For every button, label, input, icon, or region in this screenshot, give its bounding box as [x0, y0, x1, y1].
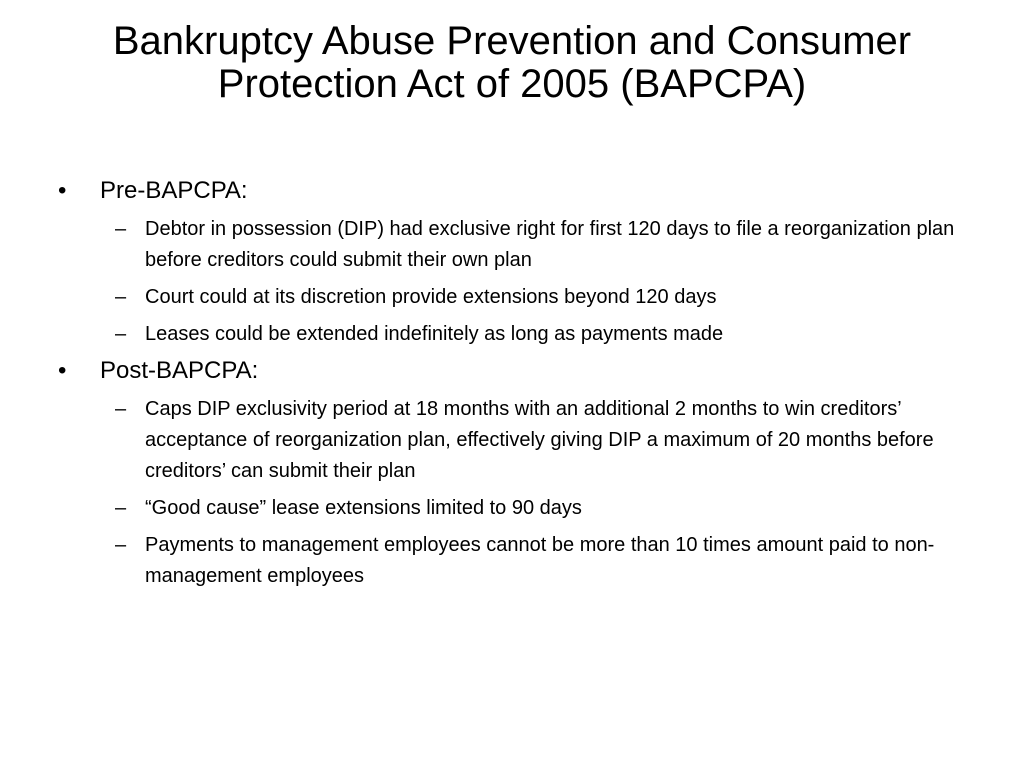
list-item-text: “Good cause” lease extensions limited to 90 days	[145, 497, 582, 519]
list-item	[58, 319, 978, 350]
dash-icon: –	[115, 534, 127, 556]
list-item	[58, 214, 978, 276]
list-item	[58, 394, 978, 487]
list-item	[58, 493, 978, 524]
list-item	[58, 530, 978, 592]
section-heading-post-bapcpa	[58, 356, 978, 386]
list-item-text: Court could at its discretion provide extensions beyond 120 days	[145, 286, 717, 308]
slide-title: Bankruptcy Abuse Prevention and Consumer Protection Act of 2005 (BAPCPA)	[112, 19, 912, 106]
list-item-text: Debtor in possession (DIP) had exclusive right for first 120 days to file a reorganization plan before creditors could submit their own plan	[145, 218, 955, 271]
dash-icon: –	[115, 218, 127, 240]
list-item-text: Leases could be extended indefinitely as long as payments made	[145, 323, 724, 345]
slide-body	[58, 176, 978, 598]
section-heading-text: Post-BAPCPA:	[100, 357, 259, 384]
section-heading-text: Pre-BAPCPA:	[100, 177, 248, 204]
dash-icon: –	[115, 398, 127, 420]
dash-icon: –	[115, 497, 127, 519]
list-item-text: Payments to management employees cannot be more than 10 times amount paid to non-management employees	[145, 534, 935, 587]
dash-icon: –	[115, 286, 127, 308]
dash-icon: –	[115, 323, 127, 345]
post-bapcpa-list	[58, 394, 978, 592]
bullet-icon: •	[58, 357, 67, 384]
section-heading-pre-bapcpa	[58, 176, 978, 206]
list-item-text: Caps DIP exclusivity period at 18 months with an additional 2 months to win creditors’ acceptance of reorganization plan, effectively giving DIP a maximum of 20 months before creditors’ can submit their plan	[145, 398, 934, 482]
bullet-icon: •	[58, 177, 67, 204]
list-item	[58, 282, 978, 313]
pre-bapcpa-list	[58, 214, 978, 350]
